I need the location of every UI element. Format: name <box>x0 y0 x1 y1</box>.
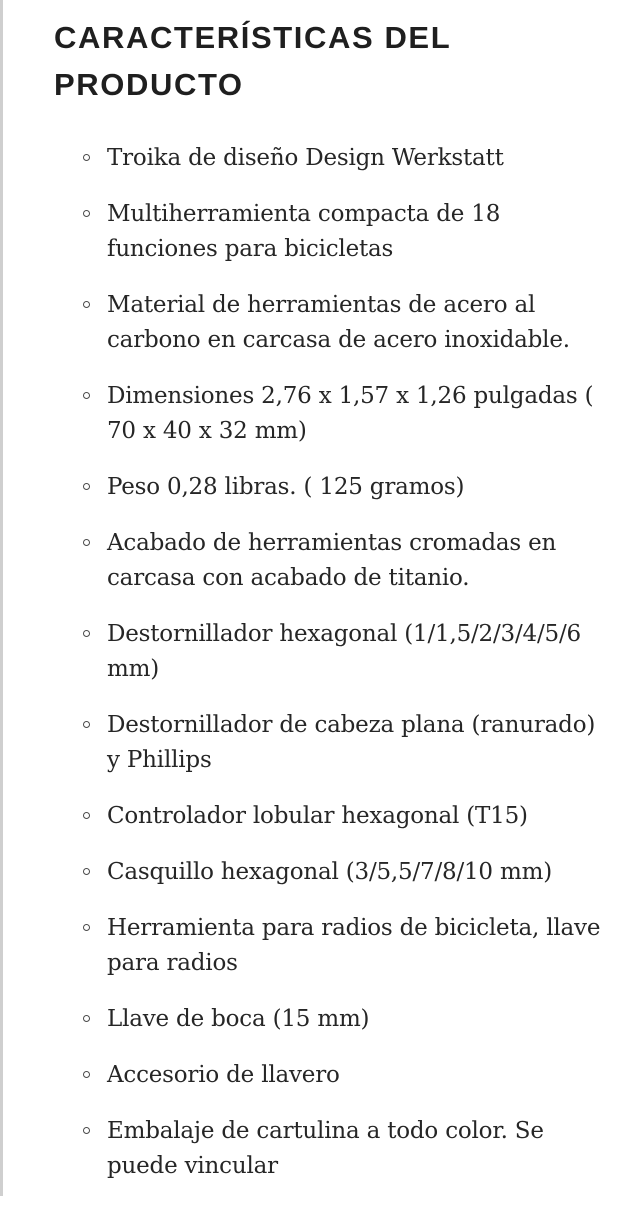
circle-bullet-icon <box>83 1015 90 1022</box>
circle-bullet-icon <box>83 630 90 637</box>
feature-text: Troika de diseño Design Werkstatt <box>107 145 504 171</box>
feature-item <box>0 526 640 596</box>
feature-item <box>0 141 640 176</box>
feature-item <box>0 911 640 981</box>
heading-line-1: CARACTERÍSTICAS DEL <box>54 20 452 55</box>
feature-text: Llave de boca (15 mm) <box>107 1006 370 1032</box>
section-heading <box>54 14 614 108</box>
circle-bullet-icon <box>83 483 90 490</box>
feature-text: Dimensiones 2,76 x 1,57 x 1,26 pulgadas ( 70 x 40 x 32 mm) <box>107 383 594 444</box>
circle-bullet-icon <box>83 154 90 161</box>
feature-item <box>0 379 640 449</box>
feature-item <box>0 855 640 890</box>
feature-text: Destornillador de cabeza plana (ranurado) y Phillips <box>107 712 596 773</box>
feature-item <box>0 799 640 834</box>
circle-bullet-icon <box>83 392 90 399</box>
feature-item <box>0 288 640 358</box>
feature-text: Multiherramienta compacta de 18 funciones para bicicletas <box>107 201 501 262</box>
circle-bullet-icon <box>83 812 90 819</box>
feature-item <box>0 197 640 267</box>
feature-text: Material de herramientas de acero al carbono en carcasa de acero inoxidable. <box>107 292 570 353</box>
feature-item <box>0 1058 640 1093</box>
feature-item <box>0 708 640 778</box>
circle-bullet-icon <box>83 1127 90 1134</box>
circle-bullet-icon <box>83 210 90 217</box>
features-list <box>0 141 640 1205</box>
feature-item <box>0 470 640 505</box>
heading-line-2: PRODUCTO <box>54 67 244 102</box>
circle-bullet-icon <box>83 868 90 875</box>
circle-bullet-icon <box>83 539 90 546</box>
feature-text: Herramienta para radios de bicicleta, llave para radios <box>107 915 601 976</box>
circle-bullet-icon <box>83 721 90 728</box>
feature-text: Embalaje de cartulina a todo color. Se puede vincular <box>107 1118 544 1179</box>
circle-bullet-icon <box>83 924 90 931</box>
feature-item <box>0 1114 640 1184</box>
feature-item <box>0 617 640 687</box>
feature-text: Destornillador hexagonal (1/1,5/2/3/4/5/6 mm) <box>107 621 581 682</box>
feature-text: Peso 0,28 libras. ( 125 gramos) <box>107 474 465 500</box>
feature-text: Controlador lobular hexagonal (T15) <box>107 803 528 829</box>
feature-text: Acabado de herramientas cromadas en carcasa con acabado de titanio. <box>107 530 557 591</box>
feature-text: Accesorio de llavero <box>107 1062 340 1088</box>
circle-bullet-icon <box>83 301 90 308</box>
feature-item <box>0 1002 640 1037</box>
circle-bullet-icon <box>83 1071 90 1078</box>
feature-text: Casquillo hexagonal (3/5,5/7/8/10 mm) <box>107 859 552 885</box>
